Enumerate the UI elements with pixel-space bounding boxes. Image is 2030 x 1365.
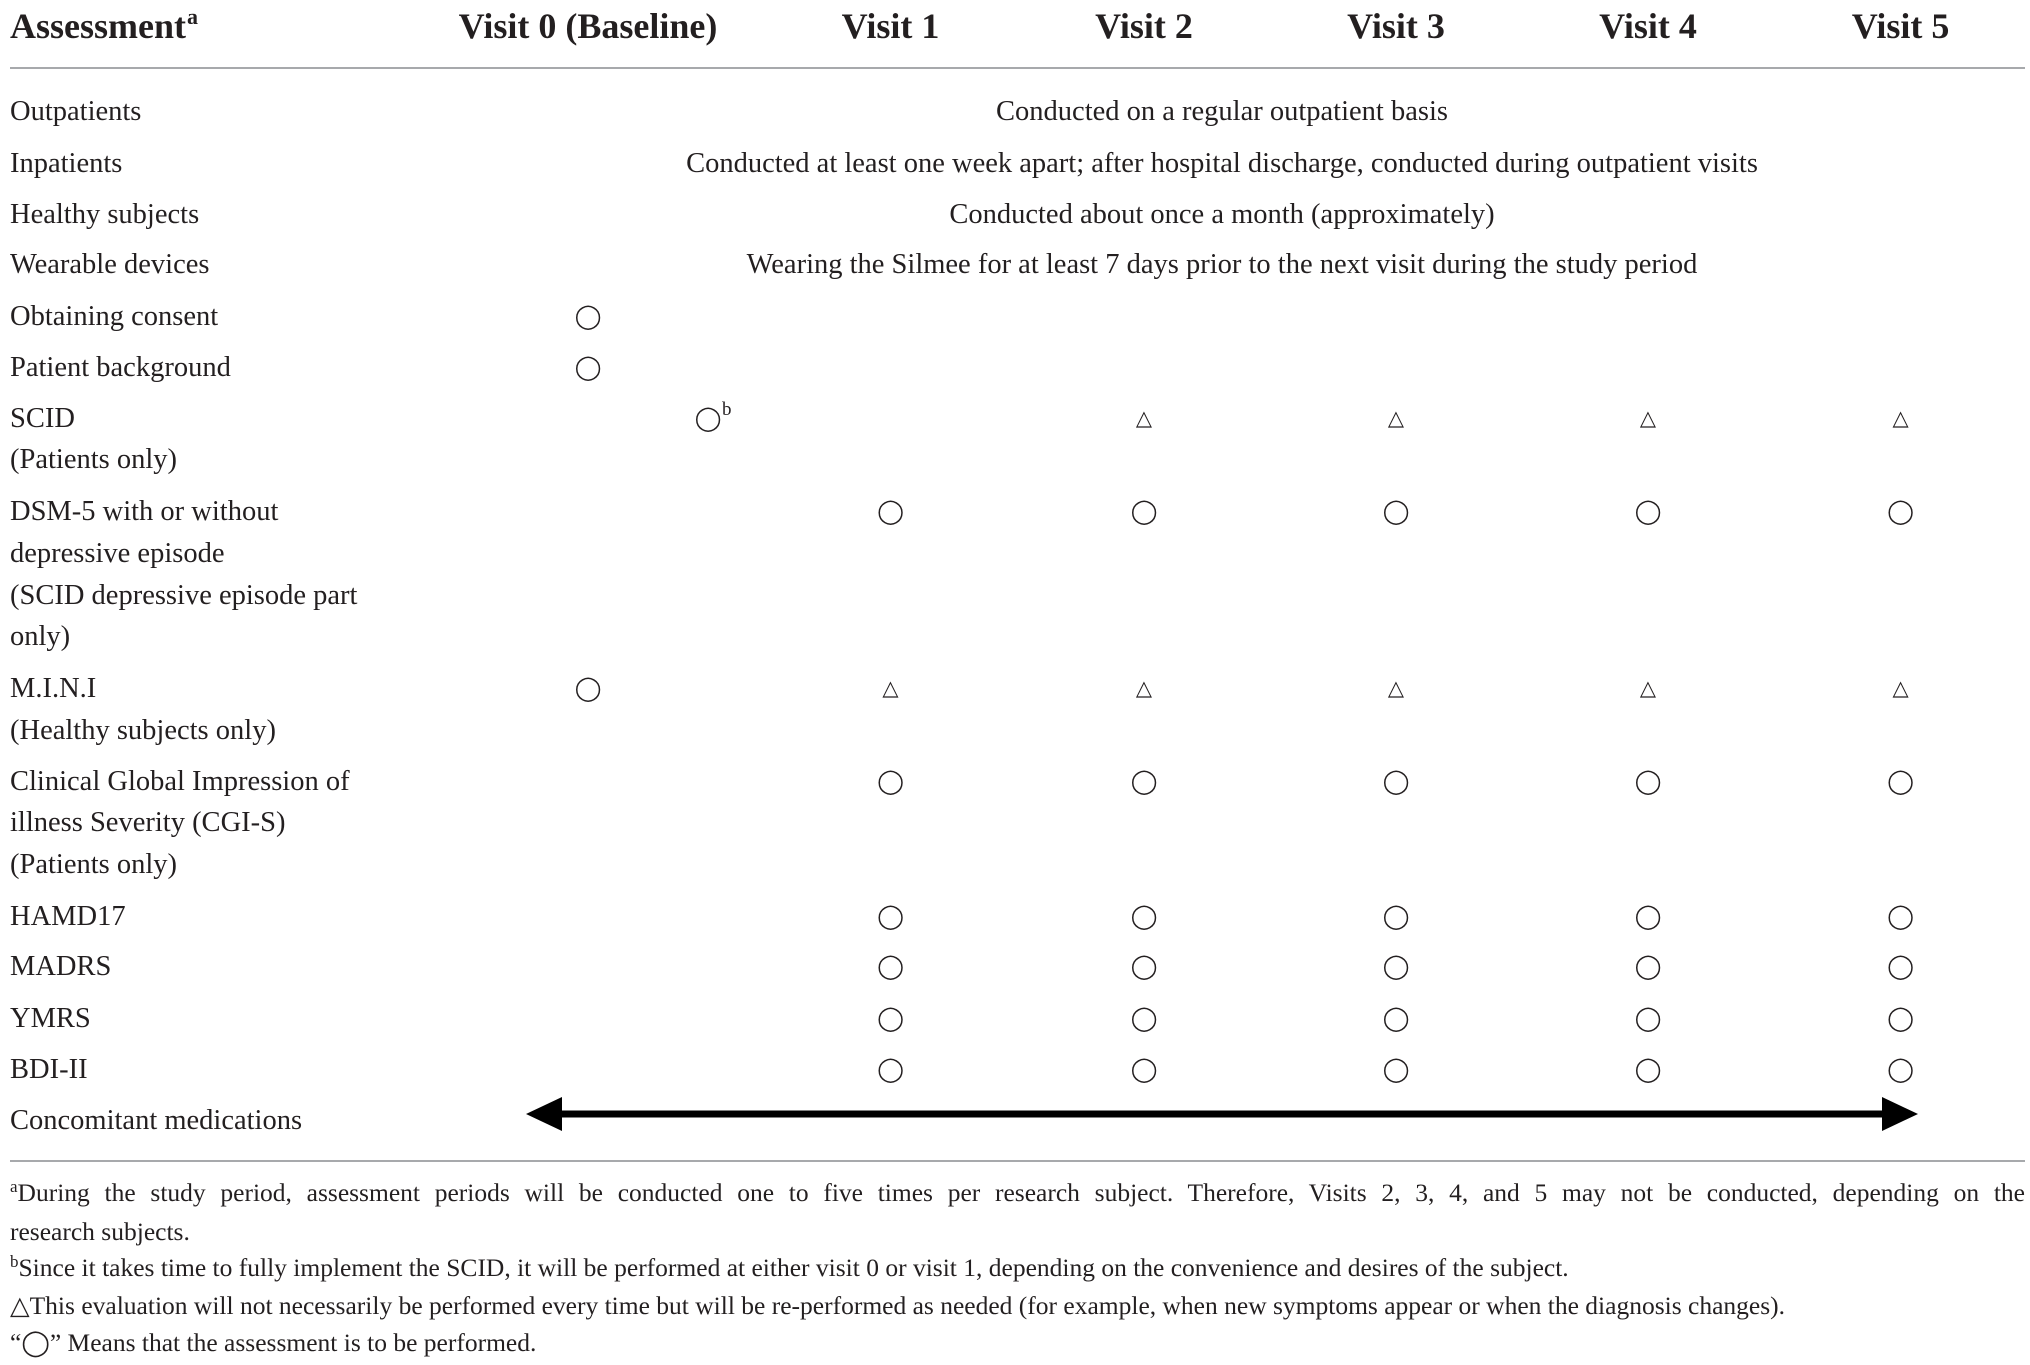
madrs-visit-3-circle-icon: ◯ — [1382, 952, 1410, 981]
row-label-line: HAMD17 — [10, 900, 126, 932]
inpatients-schedule: Conducted at least one week apart; after hospital discharge, conducted during outpatient visits — [686, 148, 1758, 179]
hamd17-visit-2-circle-icon: ◯ — [1130, 901, 1158, 930]
bdi-ii-visit-4-circle-icon: ◯ — [1634, 1055, 1662, 1084]
mini-visit-4-triangle-icon: △ — [1639, 676, 1657, 701]
dsm5-visit-2-circle-icon: ◯ — [1130, 497, 1158, 526]
row-label-concomitant-medications — [10, 1100, 302, 1142]
mini-visit-2-triangle-icon: △ — [1135, 676, 1153, 701]
bdi-ii-visit-5-circle-icon: ◯ — [1887, 1055, 1915, 1084]
row-label-hamd17 — [10, 896, 126, 938]
assessment-header — [10, 4, 198, 48]
footnote-a-line-1 — [10, 1175, 2025, 1214]
scid-visit-4-triangle-icon: △ — [1639, 405, 1657, 430]
patient-background-visit-0-circle-icon: ◯ — [574, 353, 602, 382]
footnote-circle-legend: “◯” Means that the assessment is to be performed. — [10, 1327, 537, 1357]
row-label-line: (SCID depressive episode part — [10, 579, 358, 611]
ymrs-visit-5-circle-icon: ◯ — [1887, 1004, 1915, 1033]
row-label-line: depressive episode — [10, 537, 225, 569]
row-label-line: Outpatients — [10, 96, 142, 127]
ymrs-visit-1-circle-icon: ◯ — [877, 1004, 904, 1033]
dsm5-visit-4-circle-icon: ◯ — [1634, 497, 1662, 526]
footnote-b — [10, 1250, 2025, 1289]
row-label-madrs — [10, 946, 111, 988]
footnote-a-marker: a — [187, 4, 198, 29]
hamd17-visit-5-circle-icon: ◯ — [1887, 901, 1915, 930]
row-label-line: MADRS — [10, 951, 112, 983]
mini-visit-5-triangle-icon: △ — [1892, 676, 1909, 701]
visit-3-header: Visit 3 — [1347, 6, 1445, 46]
madrs-visit-2-circle-icon: ◯ — [1130, 952, 1158, 981]
row-label-line: Concomitant medications — [10, 1104, 303, 1136]
mini-visit-3-triangle-icon: △ — [1387, 676, 1405, 701]
hamd17-visit-4-circle-icon: ◯ — [1634, 901, 1662, 930]
visit-1-header: Visit 1 — [841, 6, 940, 46]
ymrs-visit-2-circle-icon: ◯ — [1130, 1004, 1158, 1033]
row-label-line: (Patients only) — [10, 444, 178, 476]
dsm5-visit-1-circle-icon: ◯ — [877, 497, 904, 526]
bdi-ii-visit-3-circle-icon: ◯ — [1382, 1055, 1410, 1084]
bdi-ii-visit-2-circle-icon: ◯ — [1130, 1055, 1158, 1084]
dsm5-visit-3-circle-icon: ◯ — [1382, 497, 1410, 526]
dsm5-visit-5-circle-icon: ◯ — [1887, 497, 1915, 526]
footnote-a — [10, 1175, 2025, 1251]
footnote-b-marker: b — [722, 399, 732, 420]
row-label-line: SCID — [10, 402, 75, 434]
hamd17-visit-3-circle-icon: ◯ — [1382, 901, 1410, 930]
row-label-line: Healthy subjects — [10, 198, 200, 230]
ymrs-visit-3-circle-icon: ◯ — [1382, 1004, 1410, 1033]
scid-visit-5-triangle-icon: △ — [1892, 405, 1909, 430]
row-label-cgi-s — [10, 761, 350, 886]
footer-rule — [10, 1160, 2025, 1162]
mini-visit-0-circle-icon: ◯ — [574, 674, 602, 703]
bdi-ii-visit-1-circle-icon: ◯ — [877, 1055, 904, 1084]
visit-0-header: Visit 0 (Baseline) — [458, 6, 718, 46]
footnote-a-marker: a — [10, 1176, 18, 1196]
cgi-s-visit-2-circle-icon: ◯ — [1130, 766, 1158, 795]
healthy-subjects-schedule: Conducted about once a month (approximately) — [949, 198, 1495, 230]
footnote-b-text: Since it takes time to fully implement the SCID, it will be performed at either visit 0 or visit 1, depending on the convenience and desires of the subject. — [18, 1253, 1569, 1283]
footnote-a-text-line-1: During the study period, assessment periods will be conducted one to five times per research subject. Therefore, Visits 2, 3, 4, and 5 may not be conducted, depending on the — [17, 1177, 2025, 1207]
visit-4-header: Visit 4 — [1599, 6, 1697, 46]
row-label-wearable-devices — [10, 244, 209, 286]
visit-2-header: Visit 2 — [1095, 6, 1193, 46]
row-label-healthy-subjects — [10, 194, 199, 236]
cgi-s-visit-3-circle-icon: ◯ — [1382, 766, 1410, 795]
footnote-b-marker: b — [10, 1252, 19, 1272]
row-label-line: Clinical Global Impression of — [10, 765, 350, 797]
row-label-scid — [10, 398, 177, 481]
visit-5-header: Visit 5 — [1851, 6, 1950, 46]
cgi-s-visit-4-circle-icon: ◯ — [1634, 766, 1662, 795]
arrow-head-right — [1882, 1097, 1918, 1131]
wearable-devices-schedule: Wearing the Silmee for at least 7 days prior to the next visit during the study period — [746, 249, 1698, 281]
row-label-line: Inpatients — [10, 148, 123, 179]
cgi-s-visit-1-circle-icon: ◯ — [877, 766, 904, 795]
hamd17-visit-1-circle-icon: ◯ — [877, 901, 904, 930]
ymrs-visit-4-circle-icon: ◯ — [1634, 1004, 1662, 1033]
scid-visit-2-triangle-icon: △ — [1135, 405, 1153, 430]
row-label-ymrs — [10, 998, 91, 1040]
row-label-bdi-ii — [10, 1049, 88, 1091]
row-label-line: Patient background — [10, 352, 231, 384]
row-label-line: (Patients only) — [10, 848, 178, 880]
assessment-header-label: Assessment — [10, 6, 186, 46]
row-label-line: YMRS — [10, 1003, 91, 1035]
scid-visit-3-triangle-icon: △ — [1387, 405, 1405, 430]
obtaining-consent-visit-0-circle-icon: ◯ — [574, 302, 602, 331]
header-rule — [10, 67, 2025, 69]
madrs-visit-4-circle-icon: ◯ — [1634, 952, 1662, 981]
row-label-line: M.I.N.I — [10, 673, 97, 705]
row-label-line: illness Severity (CGI-S) — [10, 807, 286, 839]
madrs-visit-5-circle-icon: ◯ — [1887, 952, 1915, 981]
arrow-head-left — [526, 1097, 562, 1131]
row-label-line: BDI-II — [10, 1054, 88, 1086]
footnote-a-line-2: research subjects. — [10, 1216, 190, 1246]
row-label-line: Obtaining consent — [10, 301, 219, 333]
scid-visit-0-or-1-circle-icon: ◯ — [694, 403, 722, 432]
row-label-line: only) — [10, 621, 71, 653]
madrs-visit-1-circle-icon: ◯ — [877, 952, 904, 981]
row-label-inpatients — [10, 143, 122, 185]
cgi-s-visit-5-circle-icon: ◯ — [1887, 766, 1915, 795]
row-label-patient-background — [10, 347, 231, 389]
mini-visit-1-triangle-icon: △ — [882, 676, 899, 701]
row-label-line: DSM-5 with or without — [10, 496, 279, 528]
row-label-obtaining-consent — [10, 296, 218, 338]
row-label-line: (Healthy subjects only) — [10, 714, 276, 746]
row-label-dsm5 — [10, 491, 357, 657]
double-headed-arrow-icon — [520, 1090, 1926, 1138]
outpatients-schedule: Conducted on a regular outpatient basis — [996, 96, 1448, 127]
row-label-mini — [10, 668, 276, 751]
row-label-line: Wearable devices — [10, 249, 210, 281]
row-label-outpatients — [10, 91, 141, 133]
footnote-triangle-legend: △This evaluation will not necessarily be performed every time but will be re-performed as needed (for example, when new symptoms appear or when the diagnosis changes). — [10, 1291, 1785, 1320]
